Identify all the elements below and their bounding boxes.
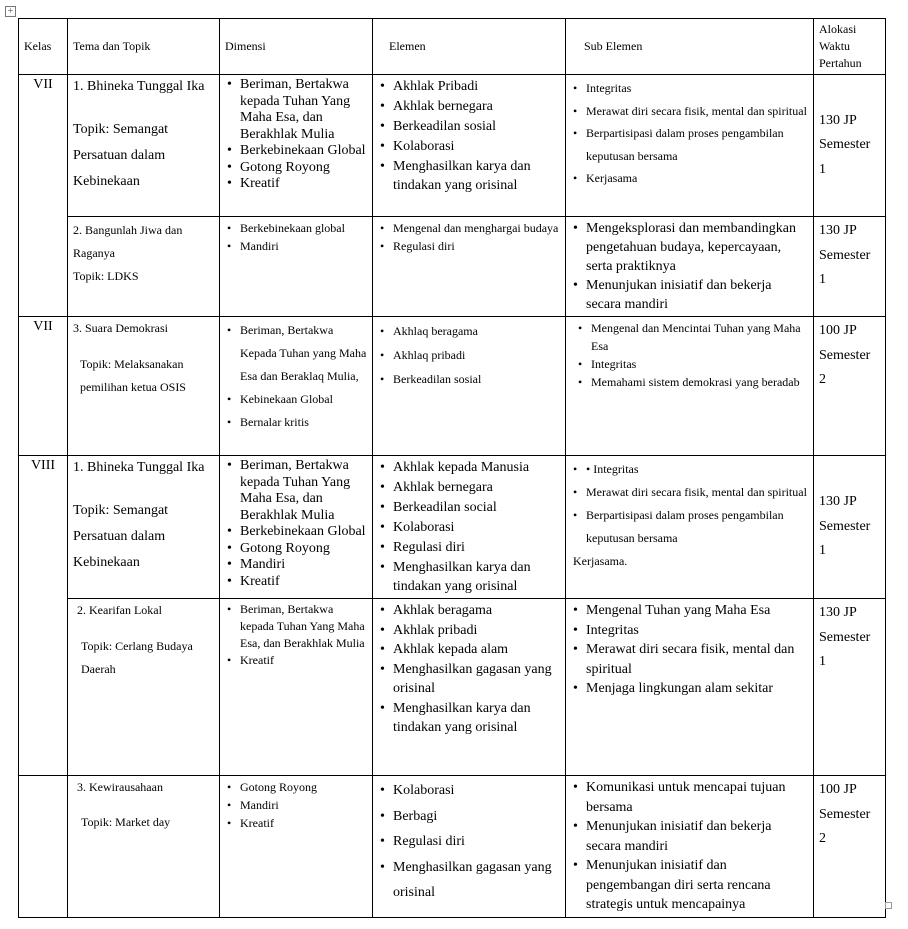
- list-item: • Berkeadilan sosial: [378, 117, 560, 137]
- list-item: • Mandiri: [225, 796, 367, 814]
- list-item: • Regulasi diri: [378, 829, 560, 855]
- list-item: • Merawat diri secara fisik, mental dan spiritual: [571, 481, 808, 504]
- alokasi-cell: 130 JP Semester 1: [814, 599, 886, 776]
- list-item: • Kolaborasi: [378, 778, 560, 804]
- table-row: [19, 75, 886, 217]
- list-item: • Akhlak kepada alam: [378, 640, 560, 660]
- list-item: • Bernalar kritis: [225, 411, 367, 434]
- sub-elemen-cell: [566, 776, 814, 918]
- list-item: • Beriman, Bertakwa Kepada Tuhan yang Maha Esa dan Beraklaq Mulia,: [225, 319, 367, 388]
- header-tema: Tema dan Topik: [68, 19, 220, 75]
- table-row: [19, 317, 886, 456]
- list-item: • Merawat diri secara fisik, mental dan spiritual: [571, 100, 808, 123]
- kelas-cell: VII: [19, 75, 68, 317]
- table-row: [19, 456, 886, 599]
- dimensi-cell: [220, 599, 373, 776]
- kelas-cell: [19, 776, 68, 918]
- sub-elemen-cell: [566, 317, 814, 456]
- list-item: • Kebinekaan Global: [225, 388, 367, 411]
- elemen-cell: [373, 75, 566, 217]
- list-item: • Mandiri: [225, 557, 367, 574]
- elemen-cell: [373, 599, 566, 776]
- sub-elemen-cell: [566, 599, 814, 776]
- table-resize-handle[interactable]: [885, 902, 892, 909]
- alokasi-cell: 130 JP Semester 1: [814, 217, 886, 317]
- tema-cell: 1. Bhineka Tunggal Ika Topik: Semangat Persatuan dalam Kebinekaan: [68, 456, 220, 599]
- list-item: • Kolaborasi: [378, 137, 560, 157]
- list-item: • Regulasi diri: [378, 237, 560, 255]
- sub-elemen-cell: [566, 217, 814, 317]
- dimensi-cell: [220, 317, 373, 456]
- elemen-cell: [373, 776, 566, 918]
- list-item: • Kreatif: [225, 814, 367, 832]
- sub-elemen-tail: Kerjasama.: [573, 554, 628, 568]
- alokasi-cell: 100 JP Semester 2: [814, 317, 886, 456]
- tema-cell: 1. Bhineka Tunggal Ika Topik: Semangat Persatuan dalam Kebinekaan: [68, 75, 220, 217]
- list-item: • Menghasilkan gagasan yang orisinal: [378, 660, 560, 699]
- alokasi-cell: 130 JP Semester 1: [814, 75, 886, 217]
- list-item: • Mengeksplorasi dan membandingkan pengetahuan budaya, kepercayaan, serta praktiknya: [571, 219, 808, 276]
- sub-elemen-cell: [566, 75, 814, 217]
- list-item: • Memahami sistem demokrasi yang beradab: [576, 373, 808, 391]
- table-move-handle-icon[interactable]: +: [5, 6, 16, 17]
- list-item: • Integritas: [576, 355, 808, 373]
- alokasi-cell: 130 JP Semester 1: [814, 456, 886, 599]
- list-item: • Integritas: [571, 77, 808, 100]
- elemen-cell: [373, 317, 566, 456]
- list-item: • Akhlak beragama: [378, 601, 560, 621]
- list-item: • Akhlak pribadi: [378, 621, 560, 641]
- list-item: • Menghasilkan karya dan tindakan yang orisinal: [378, 157, 560, 195]
- kelas-cell: VII: [19, 317, 68, 456]
- header-elemen: Elemen: [373, 19, 566, 75]
- sub-elemen-cell: [566, 456, 814, 599]
- list-item: • Berkeadilan sosial: [378, 367, 560, 391]
- list-item: • Menunjukan inisiatif dan pengembangan diri serta rencana strategis untuk mencapainya: [571, 856, 808, 915]
- table-row: [19, 776, 886, 918]
- list-item: • Berkeadilan social: [378, 498, 560, 518]
- list-item: • Menjaga lingkungan alam sekitar: [571, 679, 808, 699]
- list-item: • Menunjukan inisiatif dan bekerja secara mandiri: [571, 276, 808, 314]
- list-item: • Akhlaq pribadi: [378, 343, 560, 367]
- list-item: • Mengenal dan menghargai budaya: [378, 219, 560, 237]
- list-item: • Kreatif: [225, 574, 367, 591]
- list-item: • Kreatif: [225, 652, 367, 669]
- header-dimensi: Dimensi: [220, 19, 373, 75]
- list-item: • Menghasilkan gagasan yang orisinal: [378, 855, 560, 906]
- list-item: • Akhlaq beragama: [378, 319, 560, 343]
- list-item: • • Integritas: [571, 458, 808, 481]
- alokasi-cell: 100 JP Semester 2: [814, 776, 886, 918]
- header-sub-elemen: Sub Elemen: [566, 19, 814, 75]
- list-item: • Gotong Royong: [225, 541, 367, 558]
- header-alokasi: Alokasi Waktu Pertahun: [814, 19, 886, 75]
- tema-cell: 2. Kearifan Lokal Topik: Cerlang Budaya Daerah: [68, 599, 220, 776]
- list-item: • Berkebinekaan Global: [225, 143, 367, 160]
- list-item: • Berkebinekaan Global: [225, 524, 367, 541]
- list-item: • Menghasilkan karya dan tindakan yang orisinal: [378, 699, 560, 738]
- dimensi-cell: [220, 456, 373, 599]
- elemen-cell: [373, 217, 566, 317]
- list-item: • Akhlak bernegara: [378, 478, 560, 498]
- list-item: • Kolaborasi: [378, 518, 560, 538]
- list-item: • Beriman, Bertakwa kepada Tuhan Yang Maha Esa, dan Berakhlak Mulia: [225, 458, 367, 524]
- tema-cell: 3. Suara Demokrasi Topik: Melaksanakan pemilihan ketua OSIS: [68, 317, 220, 456]
- kelas-cell: VIII: [19, 456, 68, 776]
- elemen-cell: [373, 456, 566, 599]
- list-item: • Menghasilkan karya dan tindakan yang orisinal: [378, 558, 560, 596]
- list-item: • Berpartisipasi dalam proses pengambilan keputusan bersama: [571, 504, 808, 550]
- list-item: • Kreatif: [225, 176, 367, 193]
- header-row: [19, 19, 886, 75]
- tema-cell: 2. Bangunlah Jiwa dan Raganya Topik: LDKS: [68, 217, 220, 317]
- list-item: • Gotong Royong: [225, 778, 367, 796]
- tema-cell: 3. Kewirausahaan Topik: Market day: [68, 776, 220, 918]
- list-item: • Akhlak Pribadi: [378, 77, 560, 97]
- dimensi-cell: [220, 776, 373, 918]
- list-item: • Berkebinekaan global: [225, 219, 367, 237]
- list-item: • Komunikasi untuk mencapai tujuan bersama: [571, 778, 808, 817]
- list-item: • Mengenal dan Mencintai Tuhan yang Maha Esa: [576, 319, 808, 355]
- list-item: • Integritas: [571, 621, 808, 641]
- list-item: • Beriman, Bertakwa kepada Tuhan Yang Maha Esa, dan Berakhlak Mulia: [225, 601, 367, 652]
- list-item: • Akhlak kepada Manusia: [378, 458, 560, 478]
- list-item: • Mandiri: [225, 237, 367, 255]
- list-item: • Kerjasama: [571, 167, 808, 190]
- list-item: • Menunjukan inisiatif dan bekerja secara mandiri: [571, 817, 808, 856]
- curriculum-table: [18, 18, 886, 918]
- dimensi-cell: [220, 75, 373, 217]
- list-item: • Mengenal Tuhan yang Maha Esa: [571, 601, 808, 621]
- table-row: [19, 599, 886, 776]
- table-row: [19, 217, 886, 317]
- list-item: • Akhlak bernegara: [378, 97, 560, 117]
- list-item: • Gotong Royong: [225, 160, 367, 177]
- list-item: • Merawat diri secara fisik, mental dan spiritual: [571, 640, 808, 679]
- list-item: • Berpartisipasi dalam proses pengambilan keputusan bersama: [571, 122, 808, 167]
- list-item: • Regulasi diri: [378, 538, 560, 558]
- list-item: • Berbagi: [378, 804, 560, 830]
- list-item: • Beriman, Bertakwa kepada Tuhan Yang Maha Esa, dan Berakhlak Mulia: [225, 77, 367, 143]
- dimensi-cell: [220, 217, 373, 317]
- header-kelas: Kelas: [19, 19, 68, 75]
